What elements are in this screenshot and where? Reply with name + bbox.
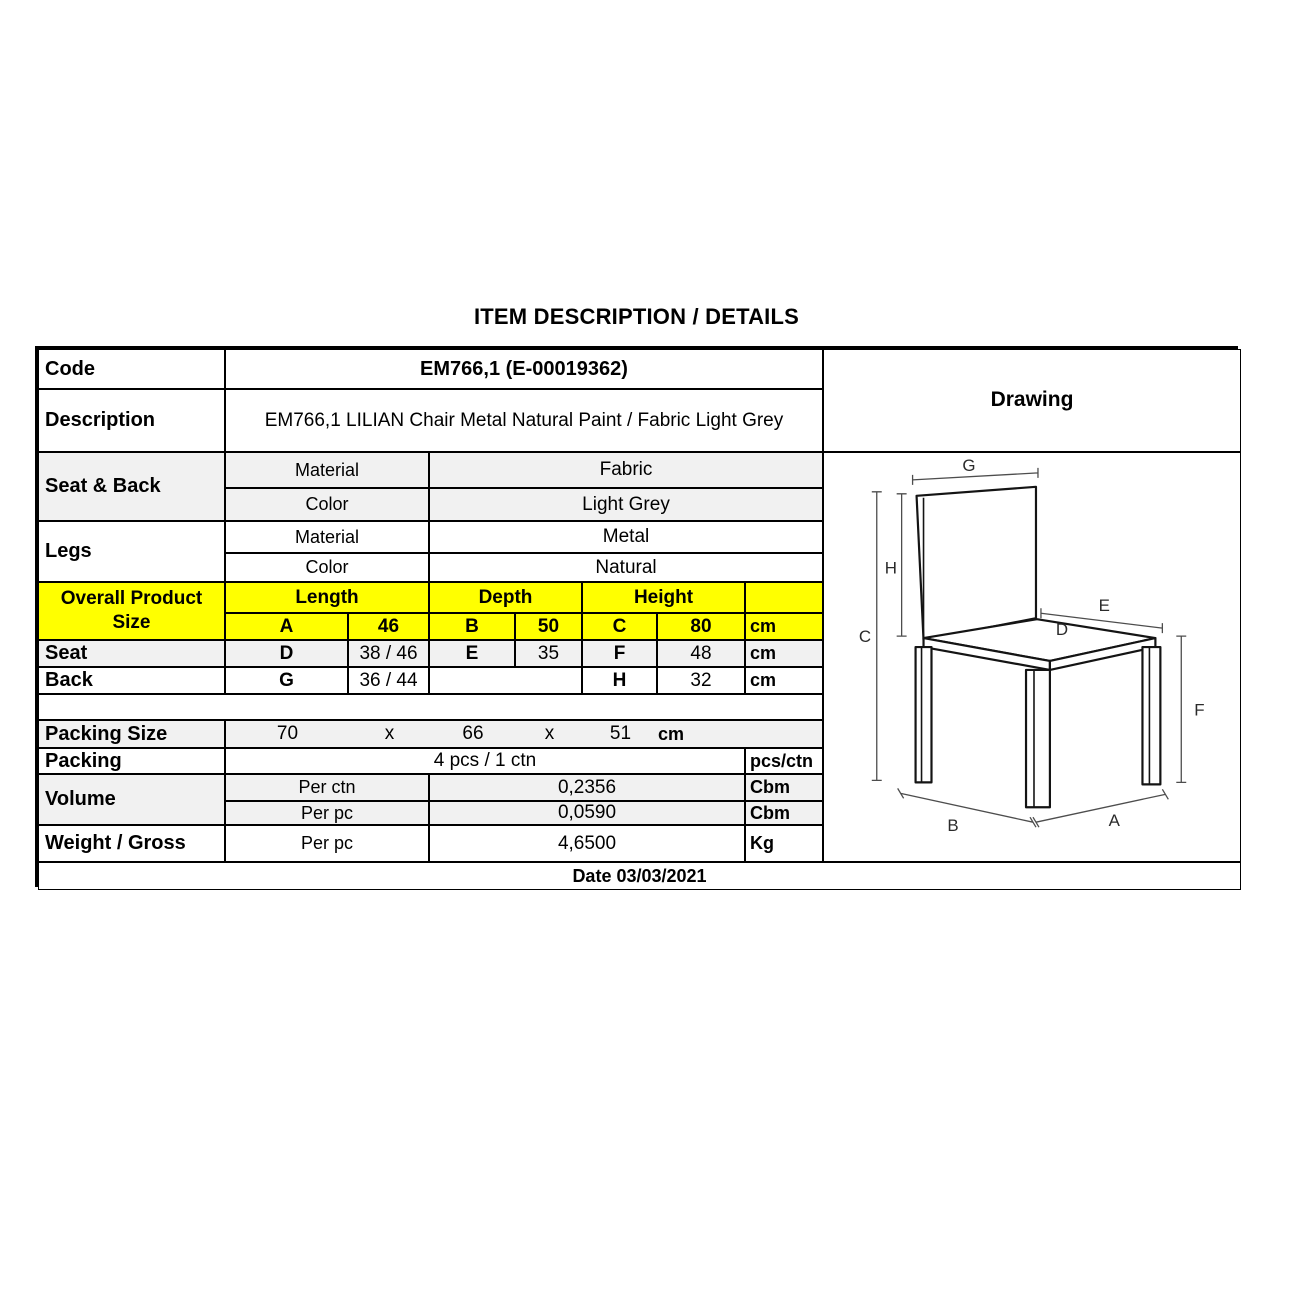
packing-size-unit: cm xyxy=(658,723,685,744)
packing-label: Packing xyxy=(38,748,225,774)
volume-per-pc-value: 0,0590 xyxy=(429,801,745,825)
chair-drawing xyxy=(824,453,1240,861)
seat-d-key: D xyxy=(225,640,348,667)
date-row: Date 03/03/2021 xyxy=(38,862,1241,890)
seat-d-value: 38 / 46 xyxy=(348,640,429,667)
dim-line-b xyxy=(898,788,1036,827)
packing-value: 4 pcs / 1 ctn xyxy=(225,748,745,774)
seat-back-label: Seat & Back xyxy=(38,452,225,521)
back-h-key: H xyxy=(582,667,657,694)
seat-e-key: E xyxy=(429,640,515,667)
spacer-row xyxy=(38,694,823,720)
seat-back-color-label: Color xyxy=(225,488,429,521)
code-label: Code xyxy=(38,349,225,389)
chair-leg-front xyxy=(1026,670,1050,807)
volume-per-pc-unit: Cbm xyxy=(745,801,823,825)
dim-line-a xyxy=(1033,789,1168,827)
volume-per-ctn-value: 0,2356 xyxy=(429,774,745,801)
overall-a-value: 46 xyxy=(348,613,429,640)
seat-f-value: 48 xyxy=(657,640,745,667)
volume-per-pc-label: Per pc xyxy=(225,801,429,825)
depth-header: Depth xyxy=(429,582,582,613)
dim-label-b: B xyxy=(947,816,959,836)
seat-e-value: 35 xyxy=(515,640,582,667)
dim-line-c xyxy=(872,492,882,781)
dim-label-d: D xyxy=(1055,620,1069,640)
overall-b-value: 50 xyxy=(515,613,582,640)
weight-unit: Kg xyxy=(745,825,823,862)
back-g-key: G xyxy=(225,667,348,694)
seat-back-material-label: Material xyxy=(225,452,429,488)
dim-label-h: H xyxy=(884,558,897,578)
chair-back xyxy=(917,487,1036,640)
back-unit: cm xyxy=(745,667,823,694)
description-label: Description xyxy=(38,389,225,452)
volume-per-ctn-unit: Cbm xyxy=(745,774,823,801)
packing-size-label: Packing Size xyxy=(38,720,225,748)
packing-unit: pcs/ctn xyxy=(745,748,823,774)
packing-size-dim2: 66 xyxy=(462,723,484,745)
packing-size-sep2: x xyxy=(544,723,555,745)
seat-back-color-value: Light Grey xyxy=(429,488,823,521)
overall-c-key: C xyxy=(582,613,657,640)
overall-unit-spacer xyxy=(745,582,823,613)
weight-per-pc-label: Per pc xyxy=(225,825,429,862)
back-label: Back xyxy=(38,667,225,694)
overall-a-key: A xyxy=(225,613,348,640)
volume-label: Volume xyxy=(38,774,225,825)
description-value: EM766,1 LILIAN Chair Metal Natural Paint / Fabric Light Grey xyxy=(225,389,823,452)
legs-color-value: Natural xyxy=(429,553,823,582)
chair-leg-right xyxy=(1142,647,1160,784)
back-h-value: 32 xyxy=(657,667,745,694)
packing-size-dim1: 70 xyxy=(276,723,299,745)
drawing-area xyxy=(823,452,1241,862)
seat-f-key: F xyxy=(582,640,657,667)
dim-label-e: E xyxy=(1098,596,1110,616)
seat-back-material-value: Fabric xyxy=(429,452,823,488)
legs-material-label: Material xyxy=(225,521,429,553)
legs-material-value: Metal xyxy=(429,521,823,553)
weight-label: Weight / Gross xyxy=(38,825,225,862)
overall-c-value: 80 xyxy=(657,613,745,640)
legs-label: Legs xyxy=(38,521,225,582)
packing-size-sep1: x xyxy=(384,723,395,745)
height-header: Height xyxy=(582,582,745,613)
packing-size-dim3: 51 xyxy=(609,723,632,745)
dim-label-a: A xyxy=(1108,811,1120,831)
overall-unit: cm xyxy=(745,613,823,640)
weight-value: 4,6500 xyxy=(429,825,745,862)
chair-leg-back-left xyxy=(916,647,932,782)
code-value: EM766,1 (E-00019362) xyxy=(225,349,823,389)
dim-label-g: G xyxy=(962,455,976,475)
length-header: Length xyxy=(225,582,429,613)
seat-unit: cm xyxy=(745,640,823,667)
overall-size-label: Overall Product Size xyxy=(38,582,225,640)
dim-label-c: C xyxy=(858,627,872,647)
packing-size-value xyxy=(225,720,823,748)
dim-label-f: F xyxy=(1194,700,1205,720)
overall-b-key: B xyxy=(429,613,515,640)
volume-per-ctn-label: Per ctn xyxy=(225,774,429,801)
back-g-value: 36 / 44 xyxy=(348,667,429,694)
legs-color-label: Color xyxy=(225,553,429,582)
seat-label: Seat xyxy=(38,640,225,667)
dim-line-h xyxy=(897,494,907,636)
back-depth-empty xyxy=(429,667,582,694)
page-title: ITEM DESCRIPTION / DETAILS xyxy=(473,304,800,329)
dim-line-f xyxy=(1176,636,1186,782)
drawing-header: Drawing xyxy=(823,349,1241,452)
spec-table xyxy=(35,346,1238,887)
